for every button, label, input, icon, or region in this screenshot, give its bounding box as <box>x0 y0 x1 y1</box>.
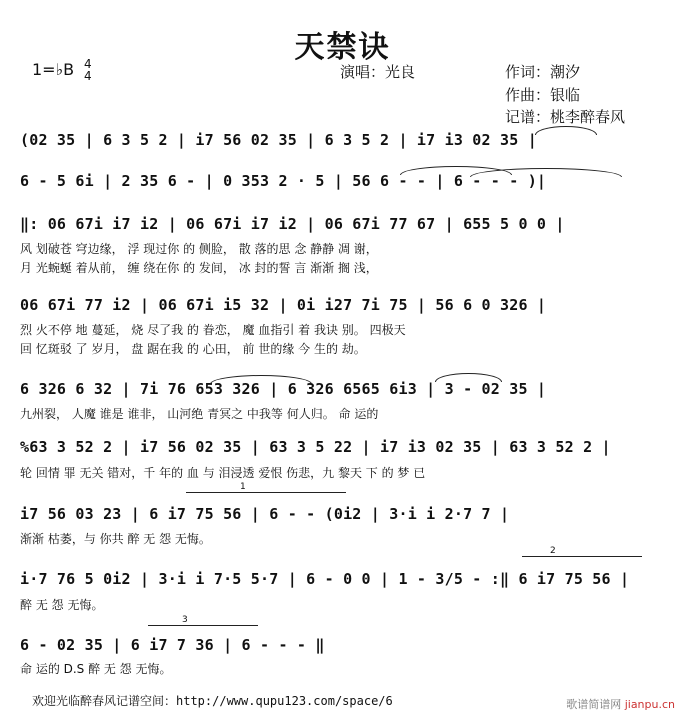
volta-bracket-2 <box>522 556 642 557</box>
volta-bracket-1 <box>186 492 346 493</box>
slur-mark <box>535 126 597 135</box>
notation-line-3: ‖: 06 67i i7 i2 | 06 67i i7 i2 | 06 67i 77 67 | 655 5 0 0 | <box>20 215 565 233</box>
lyric-line-3-verse-2: 月 光蜿蜒 着从前， 缠 绕在你 的 发间， 冰 封的誓 言 渐渐 搁 浅， <box>20 261 378 275</box>
footer-url: 欢迎光临醉春风记谱空间：http://www.qupu123.com/space/6 <box>32 694 393 708</box>
notation-line-7: i7 56 03 23 | 6 i7 75 56 | 6 - - (0i2 | 3·i i 2·7 7 | <box>20 505 510 523</box>
notation-line-9: 6 - 02 35 | 6 i7 7 36 | 6 - - - ‖ <box>20 636 325 654</box>
song-title: 天禁诀 <box>294 30 391 65</box>
slur-mark <box>435 373 502 382</box>
lyric-line-3-verse-1: 风 划破苍 穹边缘， 浮 现过你 的 侧脸， 散 落的思 念 静静 凋 谢， <box>20 242 378 256</box>
composer-credit: 作曲：银临 <box>505 86 581 104</box>
singer-credit: 演唱：光良 <box>340 63 416 81</box>
notation-line-8: i·7 76 5 0i2 | 3·i i 7·5 5·7 | 6 - 0 0 | 1 - 3/5 - :‖ 6 i7 75 56 | <box>20 570 630 588</box>
volta-number-3: 3 <box>182 615 188 625</box>
lyricist-credit: 作词：潮汐 <box>505 63 581 81</box>
notation-line-1: (02 35 | 6 3 5 2 | i7 56 02 35 | 6 3 5 2 | i7 i3 02 35 | <box>20 131 537 149</box>
notation-line-6: %63 3 52 2 | i7 56 02 35 | 63 3 5 22 | i7 i3 02 35 | 63 3 52 2 | <box>20 438 611 456</box>
notation-line-4: 06 67i 77 i2 | 06 67i i5 32 | 0i i27 7i 75 | 56 6 0 326 | <box>20 296 547 314</box>
volta-bracket-3 <box>148 625 258 626</box>
time-signature-bottom: 4 <box>84 69 92 83</box>
key-signature: 1=♭B <box>32 60 75 79</box>
time-signature-top: 4 <box>84 57 92 71</box>
watermark <box>566 696 675 712</box>
lyric-line-7: 渐渐 枯萎，与 你共 醉 无 怨 无悔。 <box>20 532 211 546</box>
lyric-line-4-verse-2: 回 忆斑驳 了 岁月， 盘 踞在我 的 心田， 前 世的缘 今 生的 劫。 <box>20 342 366 356</box>
watermark-domain: jianpu.cn <box>624 698 675 711</box>
lyric-line-6: 轮 回情 罪 无关 错对，千 年的 血 与 泪浸透 爱恨 伤悲，九 黎天 下 的 梦 已 <box>20 466 426 480</box>
lyric-line-8: 醉 无 怨 无悔。 <box>20 598 104 612</box>
transcriber-credit: 记谱：桃李醉春风 <box>505 108 626 126</box>
volta-number-1: 1 <box>240 482 246 492</box>
slur-mark <box>210 375 312 384</box>
time-signature <box>84 58 92 82</box>
volta-number-2: 2 <box>550 546 556 556</box>
watermark-site: 歌谱简谱网 <box>566 698 622 711</box>
lyric-line-5: 九州裂， 人魔 谁是 谁非， 山河绝 青冥之 中我等 何人归。 命 运的 <box>20 407 379 421</box>
notation-line-2: 6 - 5 6i | 2 35 6 - | 0 353 2 · 5 | 56 6 - - | 6 - - - )| <box>20 172 547 190</box>
notation-line-5: 6 326 6 32 | 7i 76 653 326 | 6 326 6565 6i3 | 3 - 02 35 | <box>20 380 547 398</box>
lyric-line-9: 命 运的 D.S 醉 无 怨 无悔。 <box>20 662 172 676</box>
lyric-line-4-verse-1: 烈 火不停 地 蔓延， 烧 尽了我 的 眷恋， 魔 血指引 着 我诀 别。 四极天 <box>20 323 406 337</box>
